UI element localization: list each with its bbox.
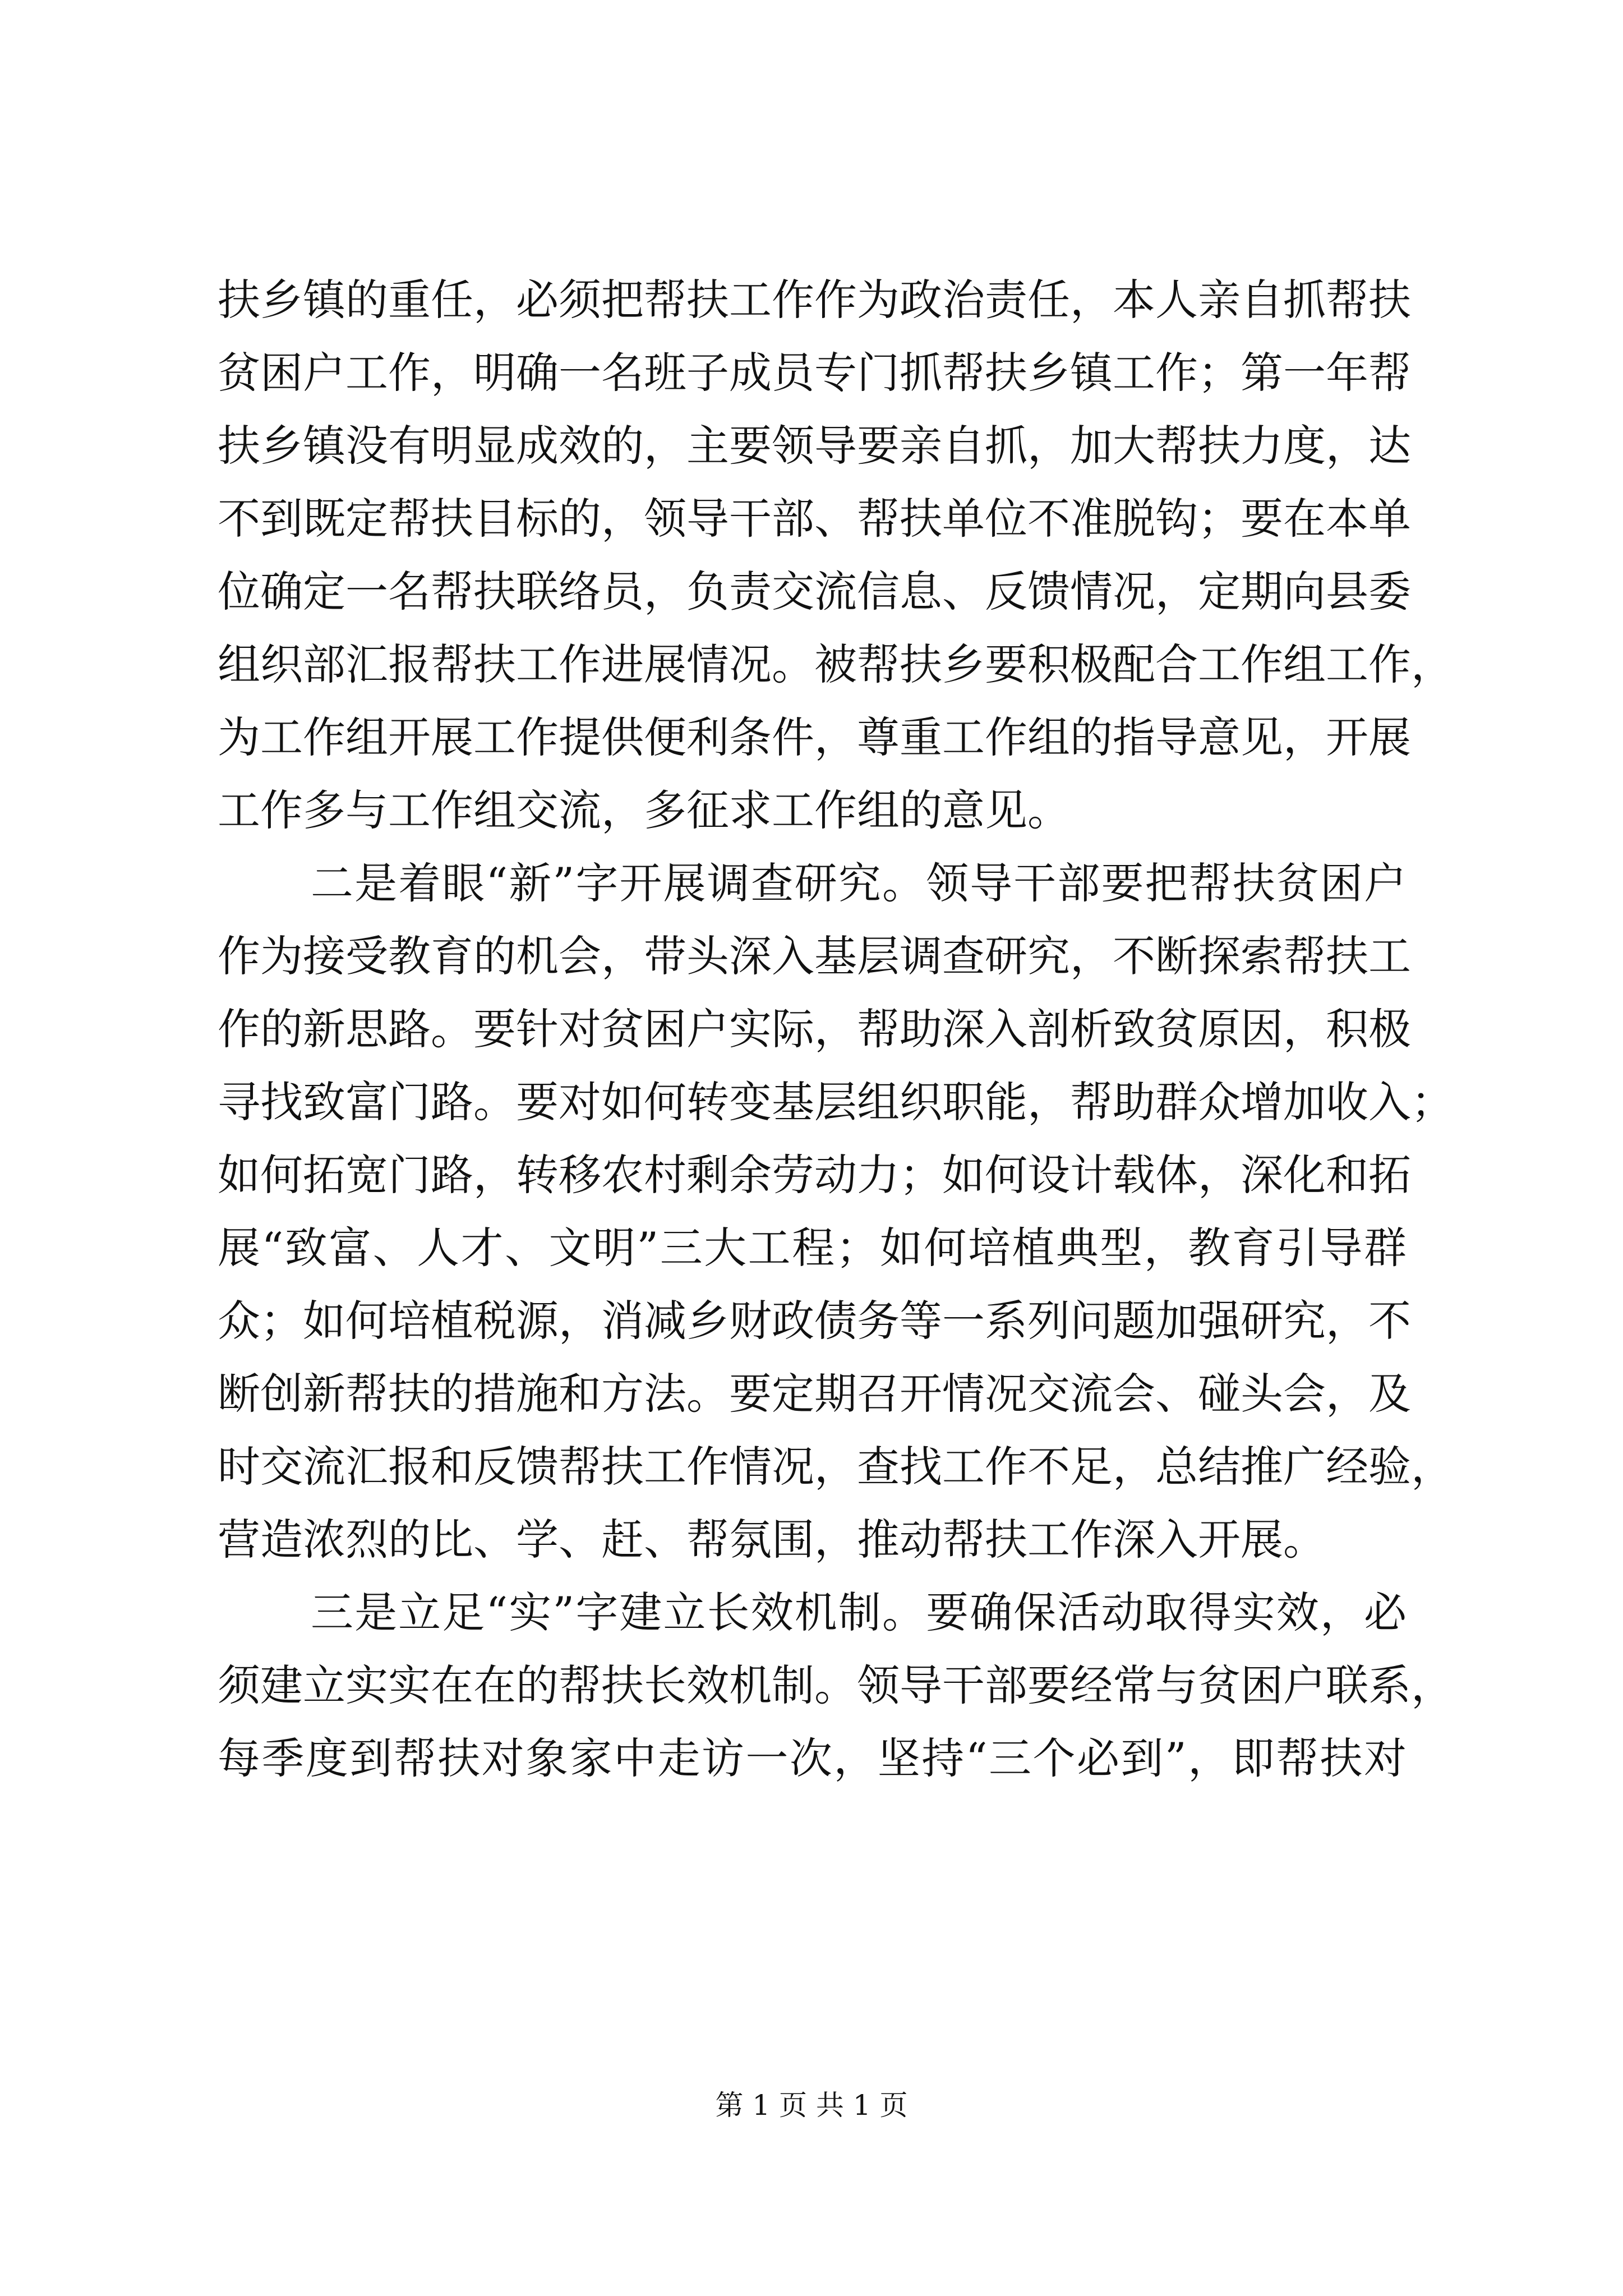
- text-line: 如何拓宽门路，转移农村剩余劳动力；如何设计载体，深化和拓: [218, 1150, 1411, 1200]
- text-line: 作为接受教育的机会，带头深入基层调查研究，不断探索帮扶工: [218, 931, 1411, 981]
- text-line: 每季度到帮扶对象家中走访一次，坚持“三个必到”，即帮扶对: [218, 1733, 1407, 1783]
- text-line: 扶乡镇没有明显成效的，主要领导要亲自抓，加大帮扶力度，达: [218, 421, 1411, 471]
- page-footer: 第 1 页 共 1 页: [715, 2089, 908, 2122]
- text-line: 展“致富、人才、文明”三大工程；如何培植典型，教育引导群: [218, 1223, 1407, 1273]
- text-line: 扶乡镇的重任，必须把帮扶工作作为政治责任，本人亲自抓帮扶: [218, 275, 1411, 325]
- text-line: 组织部汇报帮扶工作进展情况。被帮扶乡要积极配合工作组工作，: [218, 639, 1454, 689]
- text-line: 寻找致富门路。要对如何转变基层组织职能，帮助群众增加收入；: [218, 1077, 1454, 1127]
- text-line: 不到既定帮扶目标的，领导干部、帮扶单位不准脱钩；要在本单: [218, 494, 1411, 544]
- text-line: 营造浓烈的比、学、赶、帮氛围，推动帮扶工作深入开展。: [218, 1515, 1326, 1565]
- document-body: [218, 264, 1454, 1795]
- text-line: 位确定一名帮扶联络员，负责交流信息、反馈情况，定期向县委: [218, 567, 1411, 616]
- text-line: 作的新思路。要针对贫困户实际，帮助深入剖析致贫原因，积极: [218, 1004, 1411, 1054]
- paragraph-first-line: 二是着眼“新”字开展调查研究。领导干部要把帮扶贫困户: [311, 858, 1407, 908]
- text-line: 须建立实实在在的帮扶长效机制。领导干部要经常与贫困户联系，: [218, 1660, 1454, 1710]
- text-line: 断创新帮扶的措施和方法。要定期召开情况交流会、碰头会，及: [218, 1369, 1411, 1419]
- paragraph-first-line: 三是立足“实”字建立长效机制。要确保活动取得实效，必: [311, 1588, 1407, 1637]
- text-line: 时交流汇报和反馈帮扶工作情况，查找工作不足，总结推广经验，: [218, 1442, 1454, 1492]
- text-line: 众；如何培植税源，消减乡财政债务等一系列问题加强研究，不: [218, 1296, 1411, 1346]
- text-line: 为工作组开展工作提供便利条件，尊重工作组的指导意见，开展: [218, 712, 1411, 762]
- text-line: 贫困户工作，明确一名班子成员专门抓帮扶乡镇工作；第一年帮: [218, 348, 1411, 398]
- text-line: 工作多与工作组交流，多征求工作组的意见。: [218, 785, 1070, 835]
